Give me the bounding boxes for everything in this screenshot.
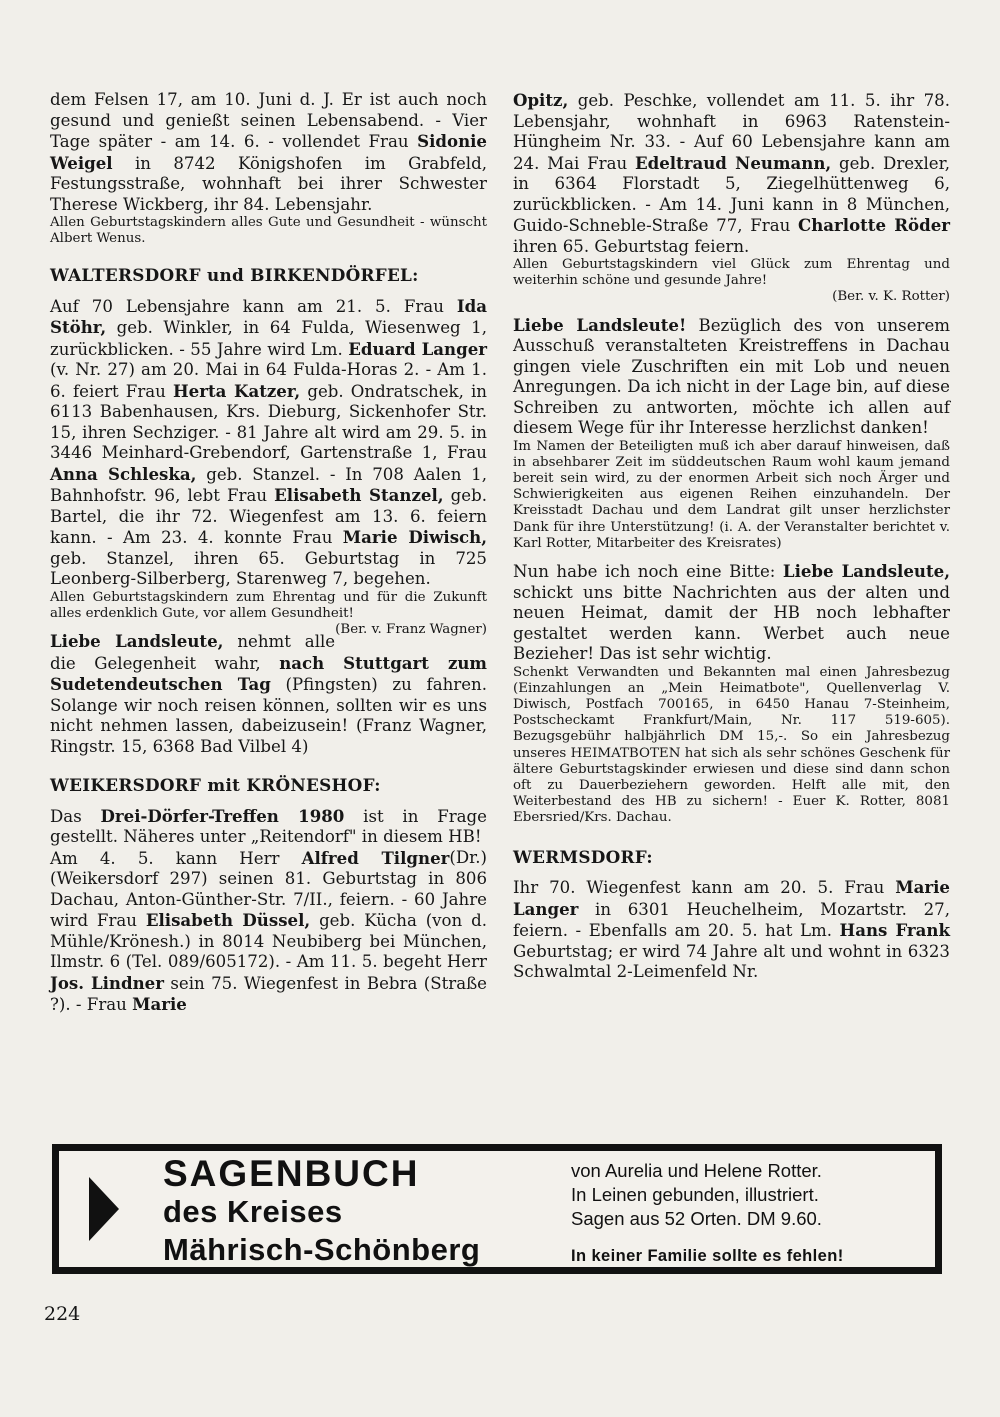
paragraph-wermsdorf: Ihr 70. Wiegenfest kann am 20. 5. Frau Marie Langer in 6301 Heuchelheim, Mozartstr. 27, feiern. - Ebenfalls am 20. 5. hat Lm. Hans Frank Geburtstag; er wird 74 Jahre alt und wohnt in 6323 Schwalmtal 2-Leimenfeld Nr. [513, 877, 950, 982]
right-column [513, 90, 950, 983]
greeting-note: Allen Geburtstagskindern zum Ehrentag und für die Zukunft alles erdenklich Gute, vor allem Gesundheit! (Ber. v. Franz Wagner) [50, 589, 487, 638]
report-signature: (Ber. v. Franz Wagner) [335, 622, 487, 638]
paragraph-treffen: Das Drei-Dörfer-Treffen 1980 ist in Frage gestellt. Näheres unter „Reitendorf" in diesem HB! (Dr.) [50, 805, 487, 867]
greeting-note: Allen Geburtstagskindern viel Glück zum Ehrentag und weiterhin schöne und gesunde Jahre! [513, 257, 950, 289]
arrow-right-icon [89, 1177, 119, 1241]
ad-title-line: Mährisch-Schönberg [163, 1232, 481, 1267]
ad-title [163, 1155, 480, 1269]
paragraph-intro: dem Felsen 17, am 10. Juni d. J. Er ist auch noch gesund und genießt seinen Lebensabend. - Vier Tage später - am 14. 6. - vollendet Frau Sidonie Weigel in 8742 Königshofen im Grabfeld, Festungsstraße, wohnhaft bei ihrer Schwester Therese Wickberg, ihr 84. Lebensjahr. [50, 90, 487, 214]
note-subscription: Schenkt Verwandten und Bekannten mal einen Jahresbezug (Einzahlungen an „Mein Heimatbote", Quellenverlag V. Diwisch, Postfach 700165, in 6450 Hanau 7-Steinheim, Postscheckamt Frankfurt/Main, Nr. 117 519-605). Bezugsgebühr halbjährlich DM 15,-. So ein Jahresbezug unseres HEIMATBOTEN hat sich als sehr schönes Geschenk für ältere Geburtstagskinder erwiesen und diese sind dann schon oft zu Dauerbeziehern geworden. Helft alle mit, den Weiterbestand des HB zu sichern! - Euer K. Rotter, 8081 Ebersried/Krs. Dachau. [513, 664, 950, 826]
paragraph-thanks: Liebe Landsleute! Bezüglich des von unserem Ausschuß veranstalteten Kreistreffens in Dachau gingen viele Zuschriften ein mit Lob und neuen Anregungen. Da ich nicht in der Lage bin, auf diese Schreiben zu antworten, möchte ich allen auf diesem Wege für ihr Interesse herzlichst danken! [513, 314, 951, 438]
paragraph-appeal: Liebe Landsleute, nehmt alle die Gelegenheit wahr, nach Stuttgart zum Sudetendeutschen Tag (Pfingsten) zu fahren. Solange wir noch reisen können, sollten wir es uns nicht nehmen lassen, dabeizusein! (Franz Wagner, Ringstr. 15, 6368 Bad Vilbel 4) [50, 631, 487, 756]
ad-title-line: des Kreises [163, 1194, 343, 1229]
ad-detail-line: Sagen aus 52 Orten. DM 9.60. [571, 1208, 822, 1229]
book-advertisement [52, 1144, 942, 1274]
section-heading-wermsdorf: WERMSDORF: [513, 846, 653, 867]
report-signature: (Ber. v. K. Rotter) [832, 289, 950, 305]
greeting-note: Allen Geburtstagskindern alles Gute und Gesundheit - wünscht Albert Wenus. [50, 215, 487, 247]
paragraph-request: Nun habe ich noch eine Bitte: Liebe Landsleute, schickt uns bitte Nachrichten aus der alten und neuen Heimat, damit der HB noch lebhafter gestaltet werden kann. Werbet auch neue Bezieher! Das ist sehr wichtig. [513, 561, 950, 664]
ad-slogan: In keiner Familie sollte es fehlen! [571, 1247, 844, 1265]
note-organizers: Im Namen der Beteiligten muß ich aber darauf hinweisen, daß in absehbarer Zeit im süddeutschen Raum wohl kaum jemand bereit sein wird, zu der enormen Arbeit sich noch Ärger und Schwierigkeiten aus eigenen Reihen einzuhandeln. Der Kreisstadt Dachau und dem Landrat gilt unser herzlichster Dank für ihre Unterstützung! (i. A. der Veranstalter berichtet v. Karl Rotter, Mitarbeiter des Kreisrates) [513, 438, 950, 551]
page-number: 224 [44, 1303, 81, 1325]
paragraph-weikersdorf: Am 4. 5. kann Herr Alfred Tilgner (Weikersdorf 297) seinen 81. Geburtstag in 806 Dachau, Anton-Günther-Str. 7/II., feiern. - 60 Jahre wird Frau Elisabeth Düssel, geb. Kücha (von d. Mühle/Krönesh.) in 8014 Neubiberg bei München, Ilmstr. 6 (Tel. 089/605172). - Am 11. 5. begeht Herr Jos. Lindner sein 75. Wiegenfest in Bebra (Straße ?). - Frau Marie [50, 847, 487, 1015]
ad-details [571, 1159, 844, 1268]
ad-detail-line: von Aurelia und Helene Rotter. [571, 1160, 822, 1181]
left-column [50, 90, 487, 1016]
section-heading-waltersdorf: WALTERSDORF und BIRKENDÖRFEL: [50, 265, 419, 286]
person-name: Sidonie Weigel [50, 131, 487, 173]
paragraph-continuation: Opitz, geb. Peschke, vollendet am 11. 5. ihr 78. Lebensjahr, wohnhaft in 6963 Ratenstein-Hüngheim Nr. 33. - Auf 60 Lebensjahre kann am 24. Mai Frau Edeltraud Neumann, geb. Drexler, in 6364 Florstadt 5, Ziegelhüttenweg 6, zurückblicken. - Am 14. Juni kann in 8 München, Guido-Schneble-Straße 77, Frau Charlotte Röder ihren 65. Geburtstag feiern. [513, 90, 950, 256]
ad-detail-line: In Leinen gebunden, illustriert. [571, 1184, 819, 1205]
report-signature: (Dr.) [449, 847, 487, 867]
section-heading-weikersdorf: WEIKERSDORF mit KRÖNESHOF: [50, 775, 381, 796]
paragraph-waltersdorf: Auf 70 Lebensjahre kann am 21. 5. Frau Ida Stöhr, geb. Winkler, in 64 Fulda, Wiesenweg 1, zurückblicken. - 55 Jahre wird Lm. Eduard Langer (v. Nr. 27) am 20. Mai in 64 Fulda-Horas 2. - Am 1. 6. feiert Frau Herta Katzer, geb. Ondratschek, in 6113 Babenhausen, Krs. Dieburg, Sickenhofer Str. 15, ihren Sechziger. - 81 Jahre alt wird am 29. 5. in 3446 Meinhard-Grebendorf, Gartenstraße 1, Frau Anna Schleska, geb. Stanzel. - In 708 Aalen 1, Bahnhofstr. 96, lebt Frau Elisabeth Stanzel, geb. Bartel, die ihr 72. Wiegenfest am 13. 6. feiern kann. - Am 23. 4. konnte Frau Marie Diwisch, geb. Stanzel, ihren 65. Geburtstag in 725 Leonberg-Silberberg, Starenweg 7, begehen. [50, 295, 488, 589]
ad-title-line: SAGENBUCH [163, 1153, 420, 1194]
